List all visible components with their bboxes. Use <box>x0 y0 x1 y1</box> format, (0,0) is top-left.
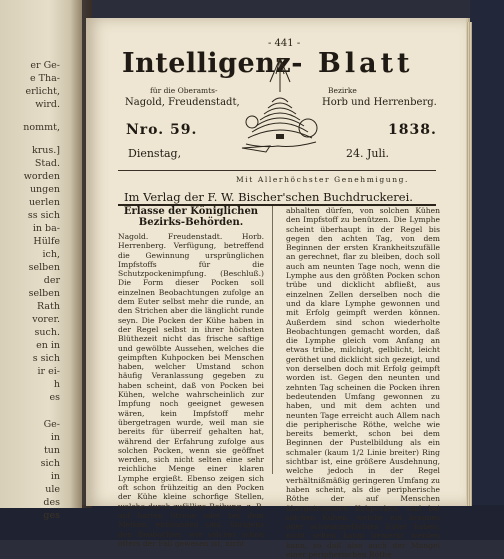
left-page-line: wird. <box>35 99 60 110</box>
article-left-column <box>118 206 264 548</box>
left-page-line: in <box>50 432 60 443</box>
left-page-line: ule <box>45 484 60 495</box>
weekday: Dienstag, <box>128 147 182 160</box>
left-page-line: sich <box>40 458 60 469</box>
date: 24. Juli. <box>346 147 390 160</box>
left-page-line: vorer. <box>32 314 60 325</box>
left-page-line: selben <box>28 262 60 273</box>
left-page-line: es <box>49 392 60 403</box>
column-divider <box>272 206 273 474</box>
left-page-line: Ge- <box>43 419 60 430</box>
article-right-column <box>286 206 440 559</box>
left-page-line: ss sich <box>27 210 60 221</box>
page-number: - 441 - <box>268 38 301 49</box>
masthead-title-right: Blatt <box>318 48 414 79</box>
article-left-text: Nagold. Freudenstadt. Horb. Herrenberg. Verfügung, betreffend die Gewinnung ursprünglichen Impfstoffs für die Schutzpockenimpfung. (Beschluß.) Die Form dieser Pocken soll einzelnen Beobachtungen zufolge an dem Euter selbst mehr die runde, an den Strichen aber die länglicht runde seyn. Die Pocken der Kühe haben in der Regel selbst in ihrer höchsten Blüthezeit nicht das frische saftige und gewölbte Aussehen, welches die geimpften Kuhpocken bei Menschen haben, welcher Umstand schon häufig Veranlassung gegeben zu haben scheint, daß von Pocken bei Kühen, welche wahrscheinlich zur Impfung noch geeignet gewesen wären, kein Impfstoff mehr übergetragen wurde, weil man sie bereits für überreif gehalten hat, während der Erfahrung zufolge aus solchen Pocken, wenn sie geöffnet werden, sich nicht selten eine sehr reichliche Menge einer klaren Lymphe ergießt. Ebenso zeigen sich oft schon frühzeitig an den Pocken der Kühe kleine schorfige Stellen, welche durch zufällige Reibung, z. B. auf harten Streue oder bei dem Melken, entstanden sind, übrigens den Beobachter, wie solches schon öfters der Fall gewesen ist, nicht <box>118 232 264 548</box>
left-page-line: Hülfe <box>33 236 60 247</box>
left-page-line: erlicht, <box>25 86 60 97</box>
left-page-line: such. <box>34 327 60 338</box>
left-page-line: ungen <box>29 184 60 195</box>
subtitle-left: für die Oberamts- <box>150 86 218 95</box>
left-page-line: selben <box>28 288 60 299</box>
year: 1838. <box>388 122 437 138</box>
left-page-line: Stad. <box>34 158 60 169</box>
left-page-line: worden <box>23 171 60 182</box>
privilege-note: Mit Allerhöchster Genehmigung. <box>236 175 410 184</box>
left-page-line: e Tha- <box>30 73 60 84</box>
left-page-line: krus.] <box>31 145 60 156</box>
left-page-line: tun <box>43 445 60 456</box>
left-page-line: in ba- <box>32 223 60 234</box>
page-edge <box>466 22 472 506</box>
masthead-title-left: Intelligenz- <box>122 48 303 79</box>
left-page-line: des <box>43 497 60 508</box>
places-left: Nagold, Freudenstadt, <box>125 97 240 108</box>
article-heading: Erlasse der Königlichen Bezirks-Behörden. <box>123 206 259 228</box>
header-rule-top <box>118 170 436 171</box>
left-page-line: en in <box>36 340 60 351</box>
places-right: Horb und Herrenberg. <box>322 97 437 108</box>
left-page-line: h <box>53 379 60 390</box>
left-page-line: der <box>43 275 60 286</box>
left-page-line: ges <box>43 510 60 521</box>
background-right <box>470 0 504 540</box>
beehive-emblem <box>232 52 328 156</box>
publisher-line: Im Verlag der F. W. Bischer'schen Buchdruckerei. <box>124 190 413 204</box>
left-page-line: Rath <box>37 301 60 312</box>
subtitle-right: Bezirke <box>328 86 357 95</box>
left-page-line: nommt, <box>23 122 60 133</box>
left-page-line: s sich <box>32 353 60 364</box>
left-page-line: in <box>50 471 60 482</box>
article-right-text: abhalten dürfen, von solchen Kühen den Impfstoff zu benützen. Die Lymphe scheint überhaupt in der Regel bis gegen den achten Tag, von dem Beginnen der ersten Krankheitszufälle an gerechnet, flar zu bleiben, doch soll auch am neunten Tage noch, wenn die Lymphe aus den größten Pocken schon trübe und dicklicht abfließt, aus einzelnen Zellen derselben noch die und da klare Lymphe gewonnen und mit Erfolg geimpft werden können. Außerdem sind schon wiederholte Beobachtungen gemacht worden, daß die Lymphe gleich vom Anfang an etwas trübe, milchigt, gelblicht, leicht geröthet und dicklicht sich gezeigt, und von derselben doch mit Erfolg geimpft worden ist. Gegen den neunten und zehnten Tag scheinen die Pocken ihren bedeutenden Umfang gewonnen zu haben, und mit dem achten und neunten Tage erreicht auch Allem nach die peripherische Röthe, welche wie bereits bemerkt, schon bei dem Beginnen der Pustelbildung als ein schmaler (kaum 1/2 Linie breiter) Ring sichtbar ist, eine größere Ausdehnung, welche jedoch in der Regel verhältnißmäßig geringeren Umfang zu haben scheint, als die peripherische Röthe der auf Menschen übergetragenen Kuhpocken, und bei solchen Kühen, welche ein braunes oder schwarzgefärbtes Euter haben, nicht selten kaum bemerkt werden kann, so daß also auch der Mangel einer peripherischen Röthe <box>286 206 440 559</box>
left-page-line: uerlen <box>28 197 60 208</box>
left-page-line: ich, <box>42 249 60 260</box>
left-page <box>0 0 82 521</box>
issue-number: Nro. 59. <box>126 122 198 138</box>
left-page-line: ir ei- <box>37 366 60 377</box>
left-page-line: er Ge- <box>30 60 60 71</box>
